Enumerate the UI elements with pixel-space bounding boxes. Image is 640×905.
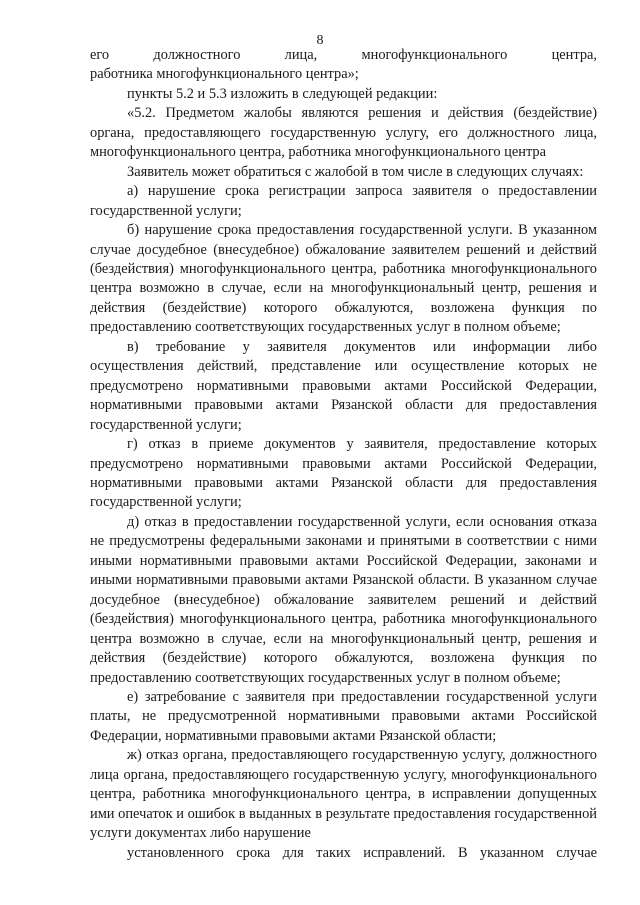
list-item-zh-text: ж) отказ органа, предоставляющего государственную услугу, должностного лица органа, предоставляющего государственную услугу, многофункционального центра, работника многофункционального центра, в исправлении допущенных ими опечаток и ошибок в выданных в результате предоставления государственной услуги документах либо нарушение: [90, 747, 597, 842]
list-item-d: д) отказ в предоставлении государственной услуги, если основания отказа не предусмотрены федеральными законами и принятыми в соответствии с ними иными нормативными правовыми актами Российской Федерации, законами и иными нормативными правовыми актами Рязанской области. В указанном случае досудебное (внесудебное) обжалование заявителем решений и действий (бездействия) многофункционального центра, работника многофункционального центра возможно в случае, если на многофункциональный центр, решения и действия (бездействие) которого обжалуются, возложена функция по предоставлению соответствующих государственных услуг в полном объеме;: [90, 513, 597, 686]
list-item-zh-last-line: установленного срока для таких исправлений. В указанном случае: [127, 844, 597, 861]
paragraph-5-2: «5.2. Предметом жалобы являются решения и действия (бездействие) органа, предоставляющего государственную услугу, его должностного лица, многофункционального центра, работника многофункционального центра: [90, 105, 597, 161]
list-item-v: в) требование у заявителя документов или информации либо осуществления действий, представление или осуществление которых не предусмотрено нормативными правовыми актами Российской Федерации, нормативными правовыми актами Рязанской области для предоставления государственной услуги;: [90, 338, 597, 433]
list-item-a: а) нарушение срока регистрации запроса заявителя о предоставлении государственной услуги;: [90, 183, 597, 219]
paragraph-cases-intro: Заявитель может обратиться с жалобой в том числе в следующих случаях:: [127, 163, 584, 180]
document-body: [90, 46, 597, 863]
page-number: 8: [316, 33, 324, 48]
list-item-zh: [90, 746, 597, 863]
continuation-rest: работника многофункционального центра»;: [90, 66, 359, 83]
paragraph-continuation: [90, 46, 597, 85]
list-item-g: г) отказ в приеме документов у заявителя, предоставление которых предусмотрено нормативными правовыми актами Российской Федерации, нормативными правовыми актами Рязанской области для предоставления государственной услуги;: [90, 436, 597, 511]
list-item-e: е) затребование с заявителя при предоставлении государственной услуги платы, не предусмотренной нормативными правовыми актами Российской Федерации, нормативными правовыми актами Рязанской области;: [90, 688, 597, 744]
list-item-b: б) нарушение срока предоставления государственной услуги. В указанном случае досудебное (внесудебное) обжалование заявителем решений и действий (бездействия) многофункционального центра, работника многофункционального центра возможно в случае, если на многофункциональный центр, решения и действия (бездействие) которого обжалуются, возложена функция по предоставлению соответствующих государственных услуг в полном объеме;: [90, 222, 597, 336]
continuation-first-line: его должностного лица, многофункционального центра,: [90, 47, 597, 63]
paragraph-amendment-intro: пункты 5.2 и 5.3 изложить в следующей редакции:: [127, 85, 438, 102]
